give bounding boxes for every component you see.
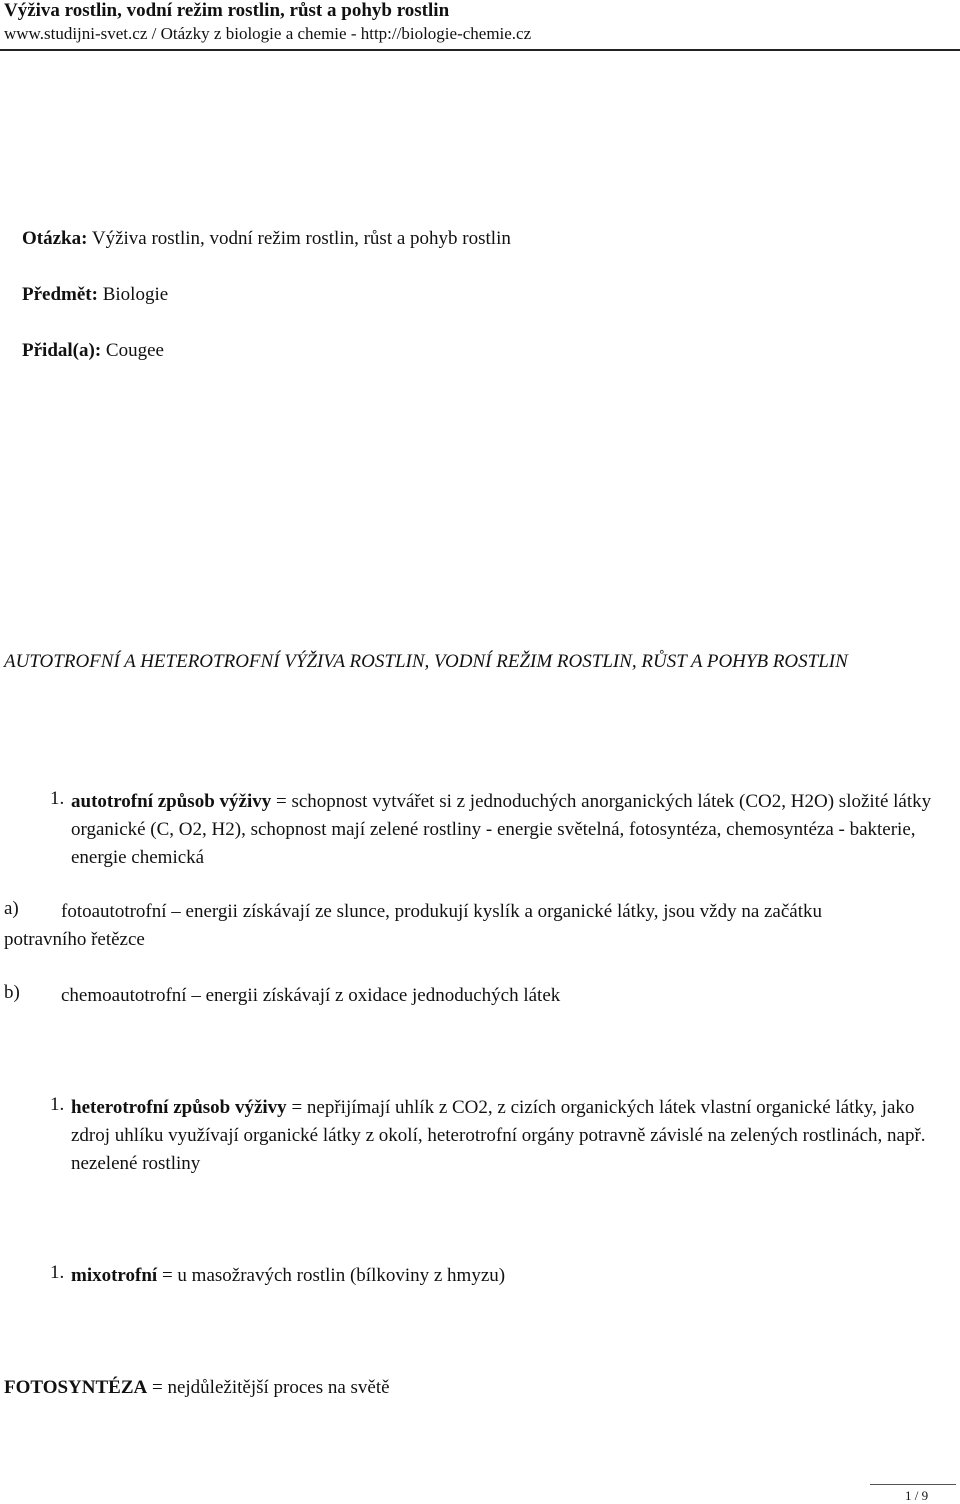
photosynthesis-line [4,1374,390,1402]
item-term: heterotrofní způsob výživy [71,1097,287,1118]
item-term: autotrofní způsob výživy [71,791,272,812]
sub-item-text: chemoautotrofní – energii získávají z oxidace jednoduchých látek [61,985,561,1006]
author-line [22,340,164,362]
subject-label: Předmět: [22,284,98,305]
document-header-title: Výživa rostlin, vodní režim rostlin, růst a pohyb rostlin [4,0,450,21]
item-term: mixotrofní [71,1265,158,1286]
author-label: Přidal(a): [22,340,102,361]
sub-item-text: fotoautotrofní – energii získávají ze slunce, produkují kyslík a organické látky, jsou vždy na začátku potravního řetězce [4,901,823,950]
photosynthesis-text: = nejdůležitější proces na světě [147,1377,390,1398]
item-number: 1. [50,1094,65,1115]
photosynthesis-term: FOTOSYNTÉZA [4,1377,148,1398]
document-header-url: www.studijni-svet.cz / Otázky z biologie a chemie - http://biologie-chemie.cz [4,24,532,43]
item-text: = schopnost vytvářet si z jednoduchých anorganických látek (CO2, H2O) složité látky organické (C, O2, H2), schopnost mají zelené rostliny - energie světelná, fotosyntéza, chemosyntéza - bakterie, energie chemická [71,791,932,868]
item-text: = nepřijímají uhlík z CO2, z cizích organických látek vlastní organické látky, jako zdroj uhlíku využívají organické látky z okolí, heterotrofní orgány potravně závislé na zelených rostlinách, např. nezelené rostliny [71,1097,926,1174]
item-number: 1. [50,1262,65,1283]
sub-item-a [4,898,904,954]
footer-divider [870,1484,956,1485]
subject-line [22,284,168,306]
list-item-mixotrophic [71,1262,951,1290]
sub-item-label: a) [4,898,19,919]
item-number: 1. [50,788,65,809]
item-text: = u masožravých rostlin (bílkoviny z hmyzu) [157,1265,506,1286]
sub-item-b [4,982,904,1010]
question-value: Výživa rostlin, vodní režim rostlin, růst a pohyb rostlin [87,228,511,249]
page-number: 1 / 9 [905,1488,929,1503]
list-item-autotrophic [71,788,951,872]
header-divider [0,49,960,51]
question-line [22,228,511,250]
author-value: Cougee [101,340,164,361]
sub-item-label: b) [4,982,20,1003]
question-label: Otázka: [22,228,88,249]
subject-value: Biologie [97,284,169,305]
section-title: AUTOTROFNÍ A HETEROTROFNÍ VÝŽIVA ROSTLIN, VODNÍ REŽIM ROSTLIN, RŮST A POHYB ROSTLIN [4,651,848,672]
list-item-heterotrophic [71,1094,951,1178]
